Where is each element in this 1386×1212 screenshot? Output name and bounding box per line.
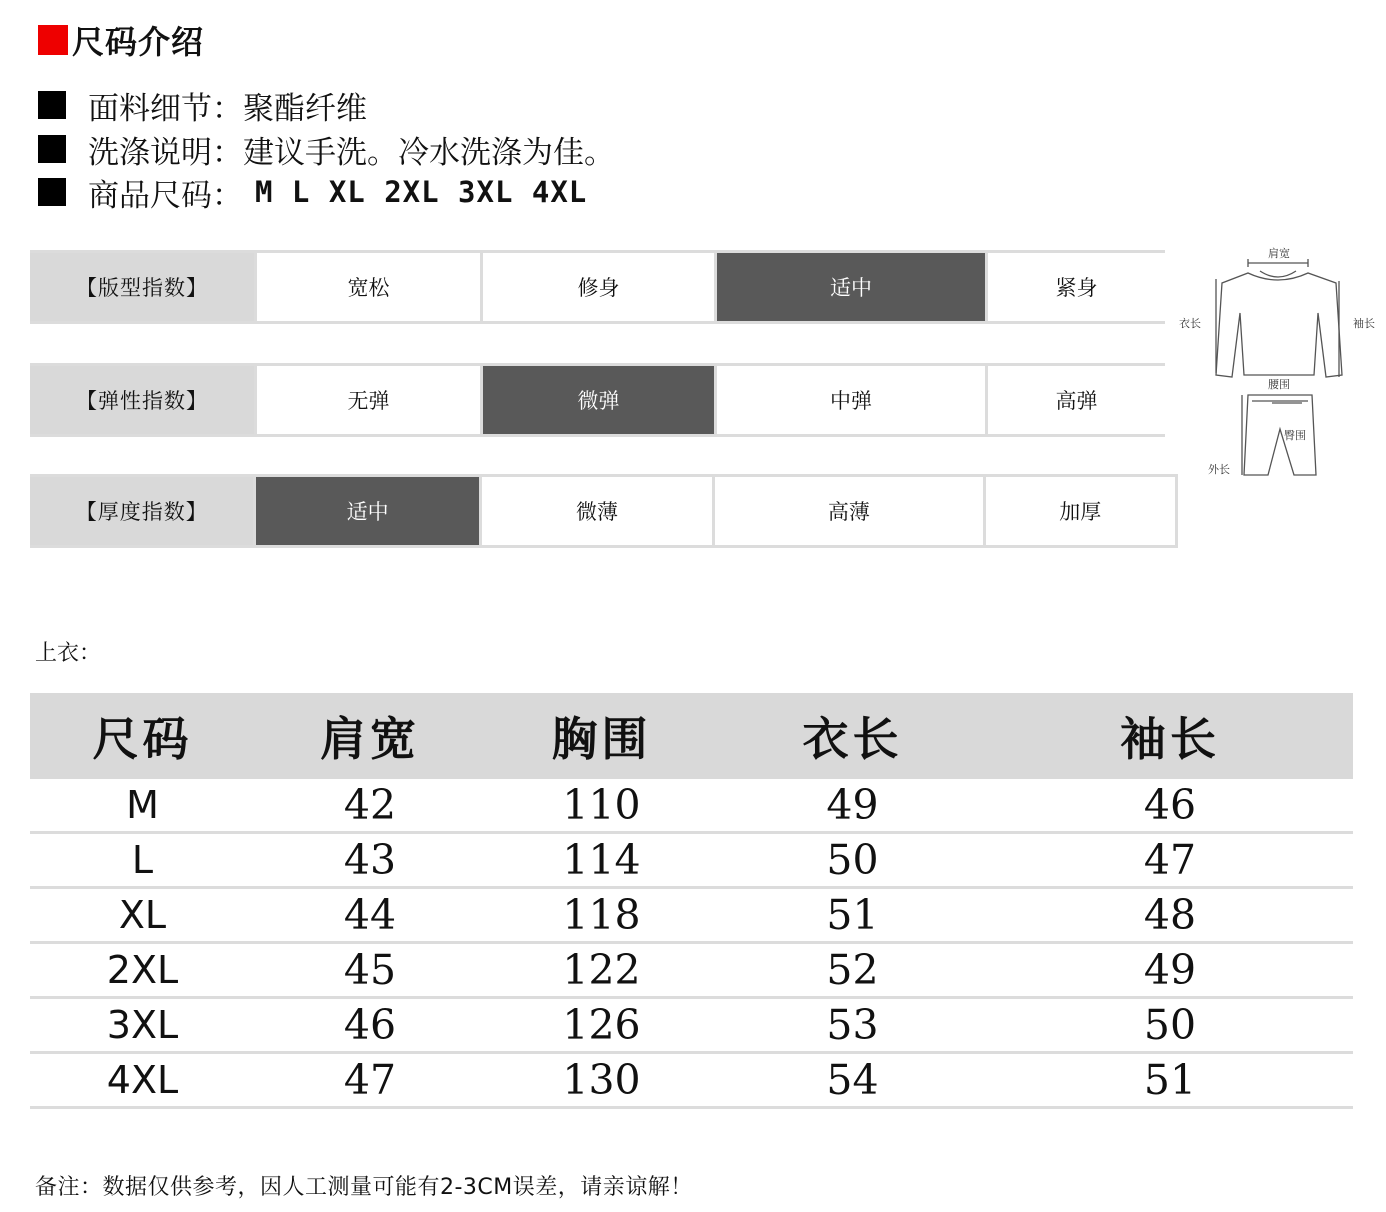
- sizes-label: 商品尺码：: [88, 177, 243, 214]
- page-title: 尺码介绍: [72, 23, 205, 61]
- diagram-label-waist: 腰围: [1268, 378, 1290, 391]
- elastic-option: 无弹: [254, 366, 480, 434]
- table-row: [30, 943, 1353, 998]
- table-row: [30, 833, 1353, 888]
- sizes-value: M L XL 2XL 3XL 4XL: [255, 175, 588, 209]
- diagram-label-length: 衣长: [1179, 317, 1201, 330]
- table-cell: 50: [718, 833, 987, 888]
- size-cell: M: [30, 779, 255, 833]
- size-cell: 3XL: [30, 998, 255, 1053]
- wash-line: [38, 127, 615, 171]
- column-header: 袖长: [987, 693, 1353, 779]
- table-row: [30, 888, 1353, 943]
- thickness-index-row: [30, 474, 1178, 548]
- diagram-label-sleeve: 袖长: [1353, 317, 1375, 330]
- table-cell: 46: [255, 998, 485, 1053]
- section-label: 上衣：: [35, 641, 102, 666]
- column-header: 衣长: [718, 693, 987, 779]
- shirt-outline-icon: [1216, 259, 1342, 377]
- elastic-index-row: [30, 363, 1165, 437]
- thickness-option: 高薄: [712, 477, 982, 545]
- sizes-line: [38, 170, 587, 214]
- table-row: [30, 998, 1353, 1053]
- diagram-label-outer-length: 外长: [1208, 463, 1230, 476]
- table-cell: 49: [987, 943, 1353, 998]
- square-bullet-icon: [38, 178, 66, 206]
- size-cell: 4XL: [30, 1053, 255, 1108]
- table-cell: 130: [485, 1053, 718, 1108]
- table-cell: 46: [987, 779, 1353, 833]
- table-cell: 114: [485, 833, 718, 888]
- size-cell: L: [30, 833, 255, 888]
- measurement-diagram: [1176, 243, 1382, 481]
- fabric-text: 面料细节：聚酯纤维: [88, 90, 367, 127]
- table-cell: 126: [485, 998, 718, 1053]
- table-header-row: [30, 693, 1353, 779]
- table-cell: 45: [255, 943, 485, 998]
- table-cell: 53: [718, 998, 987, 1053]
- disclaimer-note: 备注：数据仅供参考，因人工测量可能有2-3CM误差，请亲谅解！: [35, 1175, 693, 1200]
- red-square-icon: [38, 25, 68, 55]
- fit-option: 修身: [480, 253, 714, 321]
- table-cell: 51: [718, 888, 987, 943]
- table-cell: 47: [255, 1053, 485, 1108]
- elastic-index-label: 【弹性指数】: [30, 366, 254, 434]
- table-cell: 118: [485, 888, 718, 943]
- wash-text: 洗涤说明：建议手洗。冷水洗涤为佳。: [88, 134, 615, 171]
- elastic-option: 微弹: [480, 366, 714, 434]
- thickness-index-label: 【厚度指数】: [30, 477, 253, 545]
- diagram-label-hip: 臀围: [1284, 429, 1306, 442]
- square-bullet-icon: [38, 91, 66, 119]
- size-table: [30, 693, 1353, 1109]
- fit-index-label: 【版型指数】: [30, 253, 254, 321]
- table-cell: 52: [718, 943, 987, 998]
- table-row: [30, 779, 1353, 833]
- size-cell: 2XL: [30, 943, 255, 998]
- table-cell: 42: [255, 779, 485, 833]
- column-header: 肩宽: [255, 693, 485, 779]
- fit-option: 宽松: [254, 253, 480, 321]
- fit-index-row: [30, 250, 1165, 324]
- page-title-block: [38, 18, 204, 62]
- table-cell: 44: [255, 888, 485, 943]
- thickness-option: 微薄: [479, 477, 712, 545]
- thickness-option: 加厚: [983, 477, 1176, 545]
- fit-option: 适中: [714, 253, 985, 321]
- table-cell: 50: [987, 998, 1353, 1053]
- diagram-label-shoulder: 肩宽: [1268, 247, 1290, 260]
- table-cell: 43: [255, 833, 485, 888]
- elastic-option: 高弹: [985, 366, 1165, 434]
- thickness-option: 适中: [253, 477, 478, 545]
- table-cell: 48: [987, 888, 1353, 943]
- table-cell: 47: [987, 833, 1353, 888]
- column-header: 尺码: [30, 693, 255, 779]
- table-cell: 49: [718, 779, 987, 833]
- size-cell: XL: [30, 888, 255, 943]
- fit-option: 紧身: [985, 253, 1165, 321]
- table-cell: 122: [485, 943, 718, 998]
- table-row: [30, 1053, 1353, 1108]
- table-cell: 54: [718, 1053, 987, 1108]
- column-header: 胸围: [485, 693, 718, 779]
- elastic-option: 中弹: [714, 366, 985, 434]
- table-cell: 51: [987, 1053, 1353, 1108]
- square-bullet-icon: [38, 135, 66, 163]
- table-cell: 110: [485, 779, 718, 833]
- fabric-line: [38, 83, 367, 127]
